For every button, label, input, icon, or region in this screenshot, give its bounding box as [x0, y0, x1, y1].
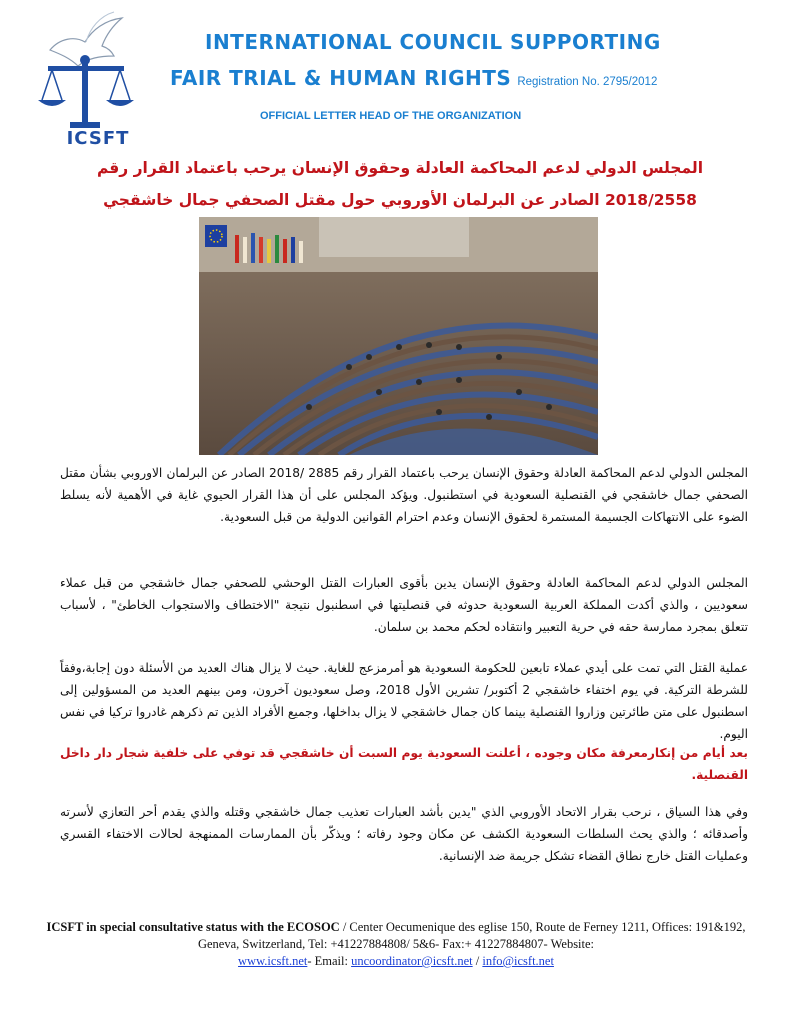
footer-address: / Center Oecumenique des eglise 150, Route de Ferney 1211, Offices: 191&192, Geneva, Switzerland, Tel: +41227884808/ 5&6- Fax:+ 41227884807- Website:	[197, 920, 746, 951]
footer-contact	[40, 919, 752, 970]
organization-name-line1: INTERNATIONAL COUNCIL SUPPORTING	[205, 30, 661, 54]
email-separator: /	[472, 954, 483, 968]
website-link[interactable]: www.icsft.net	[238, 954, 308, 968]
letterhead-caption: OFFICIAL LETTER HEAD OF THE ORGANIZATION	[260, 110, 522, 122]
body-paragraph-5: وفي هذا السياق ، نرحب بقرار الاتحاد الأوروبي الذي "يدين بأشد العبارات تعذيب جمال خاشقجي وقتله والذي يقدم أحر التعازي لأسرته وأصدقائه ؛ والذي يحث السلطات السعودية الكشف عن مكان وجود رفاته ؛ ويذكّر بأن الممارسات الممنهجة لحالات الاختفاء القسري وعمليات القتل خارج نطاق القضاء تشكل جريمة ضد الإنسانية.	[60, 805, 748, 863]
highlighted-paragraph: بعد أيام من إنكارمعرفة مكان وجوده ، أعلنت السعودية يوم السبت أن خاشقجي قد توفي على خلفية شجار دار داخل القنصلية.	[60, 746, 748, 782]
organization-name-text: FAIR TRIAL & HUMAN RIGHTS	[170, 66, 512, 90]
body-paragraph-2: المجلس الدولي لدعم المحاكمة العادلة وحقوق الإنسان يدين بأقوى العبارات القتل الوحشي للصحفي جمال خاشقجي من قبل عملاء سعوديين ، والذي أكدت المملكة العربية السعودية حدوثه في قنصليتها في اسطنبول نتيجة "الاختطاف والاستجواب الخاطئ" ، لأسباب تتعلق بمجرد ممارسة حقه في حرية التعبير وانتقاده لحكم محمد بن سلمان.	[60, 576, 748, 634]
registration-number: Registration No. 2795/2012	[517, 76, 658, 88]
scales-of-justice-icon	[30, 8, 150, 133]
logo-acronym: ICSFT	[66, 128, 130, 149]
organization-name-line2	[170, 66, 657, 90]
body-paragraph-1: المجلس الدولي لدعم المحاكمة العادلة وحقوق الإنسان يرحب باعتماد القرار رقم 2885 /2018 الصادر عن البرلمان الاوروبي بشأن مقتل الصحفي جمال خاشقجي في القنصلية السعودية في استطنبول. ويؤكد المجلس على أن هذا القرار الحيوي غاية في الأهمية لأنه يسلط الضوء على الانتهاكات الجسيمة المستمرة لحقوق الإنسان وعدم احترام القوانين الدولية من قبل السعودية.	[60, 466, 748, 524]
article-headline: المجلس الدولي لدعم المحاكمة العادلة وحقوق الإنسان يرحب باعتماد القرار رقم 2018/2558 الصادر عن البرلمان الأوروبي حول مقتل الصحفي جمال خاشقجي	[96, 159, 704, 209]
email-link-info[interactable]: info@icsft.net	[482, 954, 554, 968]
parliament-hemicycle-image	[199, 217, 598, 455]
email-link-coordinator[interactable]: uncoordinator@icsft.net	[351, 954, 473, 968]
parliament-photo	[199, 217, 598, 455]
email-label: - Email:	[307, 954, 352, 968]
body-paragraph-3: عملية القتل التي تمت على أيدي عملاء تابعين للحكومة السعودية هو أمرمزعج للغاية. حيث لا يزال هناك العديد من الأسئلة دون إجابة،وفقاً للشرطة التركية. في يوم اختفاء خاشقجي 2 أكتوبر/ تشرين الأول 2018، وصل سعوديون آخرون، ومن بينهم العديد من المسؤولين إلى اسطنبول على متن طائرتين وزاروا القنصلية بينما كان جمال خاشقجي لا يزال بداخلها، وجميع الأفراد الذين تم ذكرهم غادروا تركيا في نفس اليوم.	[60, 661, 748, 741]
footer-status: ICSFT in special consultative status with the ECOSOC	[46, 920, 340, 934]
organization-logo	[30, 8, 150, 148]
